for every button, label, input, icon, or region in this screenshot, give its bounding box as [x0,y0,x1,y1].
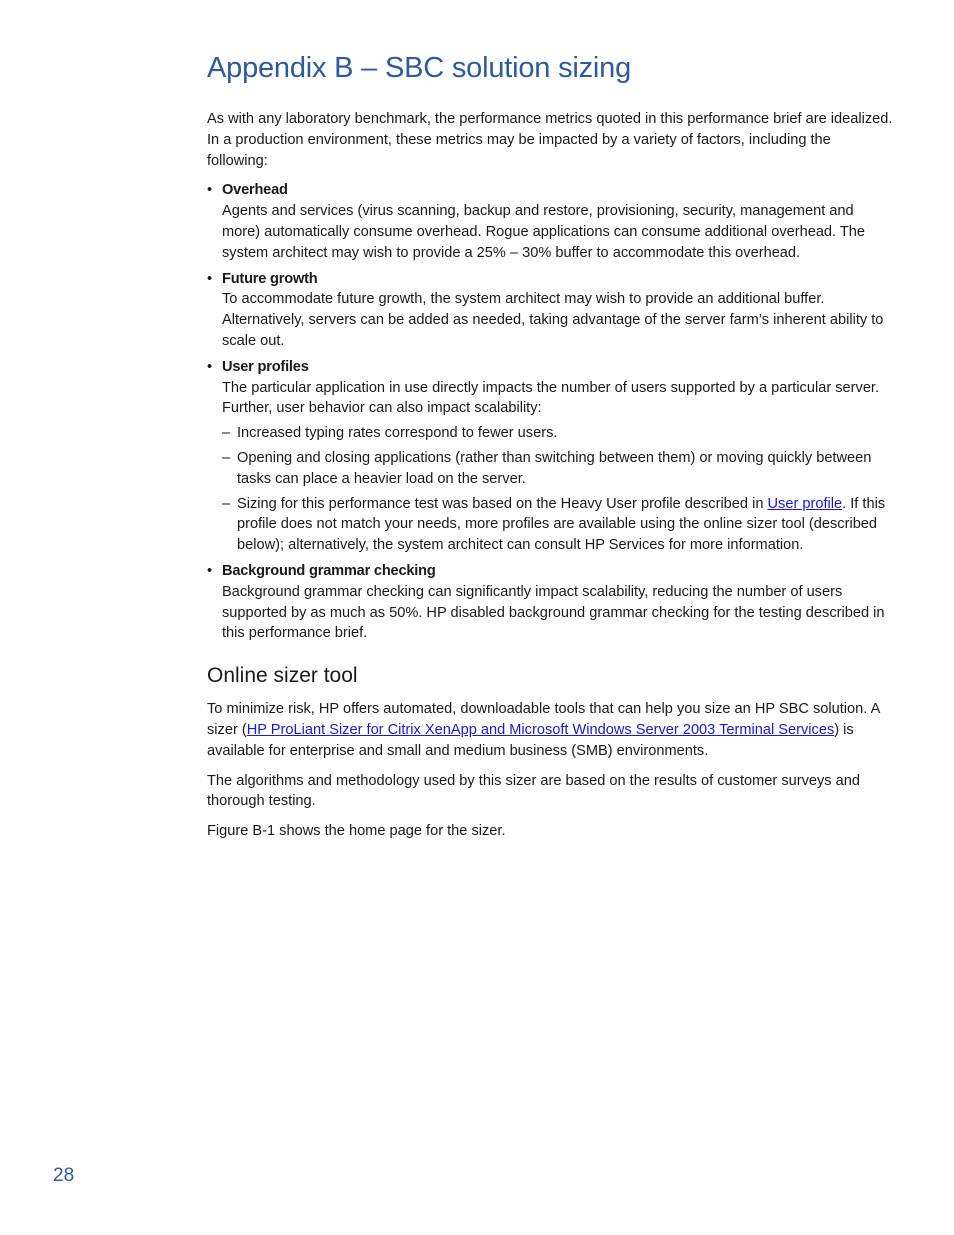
bullet-title: • User profiles [222,358,309,375]
bullet-title: • Future growth [222,270,318,287]
sub-list-item: – Opening and closing applications (rather than switching between them) or moving quickly between tasks can place a heavier load on the server. [222,448,893,490]
sub-item-text: Sizing for this performance test was based on the Heavy User profile described in [237,495,768,512]
user-profiles-sublist [222,423,893,556]
bullet-body: To accommodate future growth, the system architect may wish to provide an additional buffer. Alternatively, servers can be added as needed, taking advantage of the server farm’s inherent ability to scale out. [222,291,884,349]
sizer-paragraph-1 [207,699,893,761]
page-number: 28 [53,1165,75,1186]
hp-proliant-sizer-link[interactable]: HP ProLiant Sizer for Citrix XenApp and Microsoft Windows Server 2003 Terminal Services [246,721,835,738]
bullet-title: • Overhead [222,182,288,199]
bullet-body: Background grammar checking can significantly impact scalability, reducing the number of users supported by as much as 50%. HP disabled background grammar checking for the testing described in this performance brief. [222,583,885,642]
sizer-paragraph-3: Figure B-1 shows the home page for the sizer. [207,823,506,840]
bullet-title: • Background grammar checking [222,562,436,579]
main-content [207,109,893,851]
list-item-user-profiles [207,357,893,556]
user-profile-link[interactable]: User profile [767,495,843,512]
intro-paragraph: As with any laboratory benchmark, the performance metrics quoted in this performance brief are idealized. In a production environment, these metrics may be impacted by a variety of factors, including the following: [207,111,893,169]
list-item-future-growth [207,269,893,352]
factors-list [207,180,893,644]
sizer-paragraph-2: The algorithms and methodology used by this sizer are based on the results of customer surveys and thorough testing. [207,772,861,810]
sub-item-text: . If this profile does not match your needs, more profiles are available using the online sizer tool (described below); alternatively, the system architect can consult HP Services for more information. [237,495,886,554]
page-title: Appendix B – SBC solution sizing [207,52,632,84]
paragraph-text: To minimize risk, HP offers automated, downloadable tools that can help you size an HP SBC solution. A sizer ( [207,701,880,738]
bullet-body: The particular application in use directly impacts the number of users supported by a particular server. Further, user behavior can also impact scalability: [222,379,880,417]
paragraph-text: ) is available for enterprise and small and medium business (SMB) environments. [207,721,854,759]
section-heading-online-sizer: Online sizer tool [207,664,358,688]
list-item-background-grammar [207,561,893,644]
list-item-overhead [207,180,893,263]
sub-list-item [222,494,893,556]
sub-list-item: – Increased typing rates correspond to fewer users. [222,423,893,444]
bullet-body: Agents and services (virus scanning, backup and restore, provisioning, security, management and more) automatically consume overhead. Rogue applications can consume additional overhead. The system architect may wish to provide a 25% – 30% buffer to accommodate this overhead. [222,203,866,261]
